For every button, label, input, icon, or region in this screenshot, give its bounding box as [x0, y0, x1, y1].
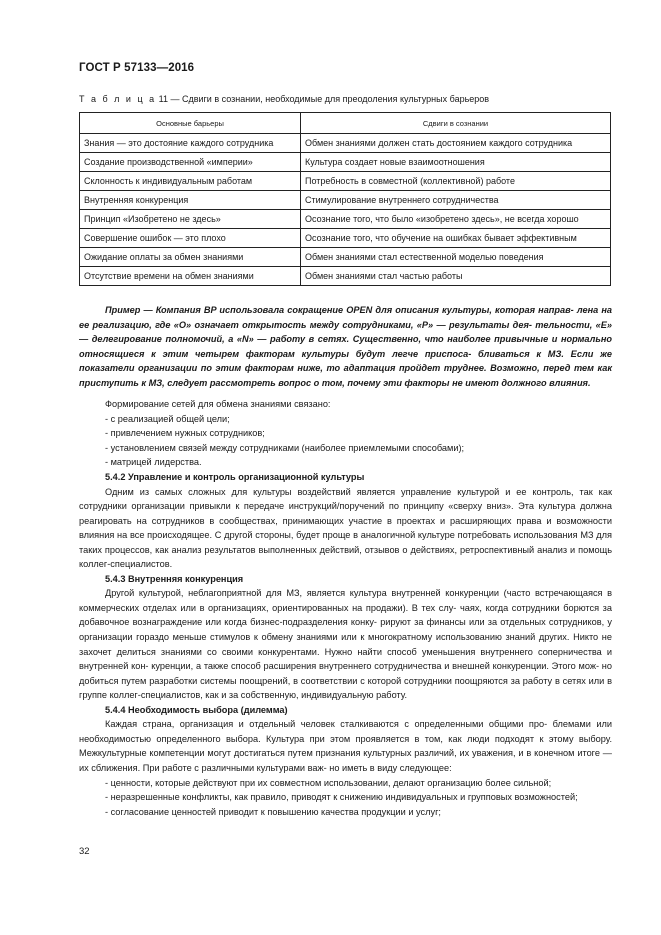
- list-item: - с реализацией общей цели;: [105, 413, 230, 424]
- table-caption-text: 11 — Сдвиги в сознании, необходимые для преодоления культурных барьеров: [156, 94, 490, 104]
- text-line: блемами или необходимостью определенного выбора. Культура при этом проявляется в том, как люди: [79, 719, 612, 744]
- paragraph-544: [79, 717, 612, 775]
- table-cell: Ожидание оплаты за обмен знаниями: [80, 248, 301, 267]
- text-line: Другой культурой, неблагоприятной для МЗ, является культура внутренней конкуренции (часто: [105, 588, 531, 599]
- text-line: куренции, а также способ расширения внутреннего сотрудничества и внешней конкуренции. Этого мож-: [151, 661, 600, 672]
- table-cell: Создание производственной «империи»: [80, 153, 301, 172]
- paragraph-542: [79, 485, 612, 572]
- list-item: - матрицей лидерства.: [105, 457, 202, 468]
- list-item: - согласование ценностей приводит к повышению качества продукции и услуг;: [105, 806, 441, 817]
- text-line: Пример — Компания BP использовала сокращение OPEN для описания культуры, которая направ-: [105, 305, 574, 315]
- text-line: за работу в сетях или в группе коллег-специалистов, как и за собственную, индивидуальную работу.: [79, 675, 612, 701]
- text-line: но добиться путем разработки системы поощрений, в соответствии с которой сотрудники поощряются: [79, 661, 612, 686]
- barriers-table: [79, 112, 611, 286]
- table-cell: Принцип «Изобретено не здесь»: [80, 210, 301, 229]
- table-cell: Совершение ошибок — это плохо: [80, 229, 301, 248]
- table-caption: [79, 94, 489, 104]
- table-row: [80, 172, 611, 191]
- text-line: но иметь в виду следующее:: [329, 762, 452, 773]
- text-line: чаях, когда сотрудники борются за добавочное вознаграждение или когда бизнес-подразделения конку-: [79, 602, 612, 628]
- text-line: бливаться к МЗ. Если же показатели организации по этим факторам ниже, то адаптация пройдет: [79, 348, 612, 374]
- section-heading-542: 5.4.2 Управление и контроль организационной культуры: [105, 472, 365, 483]
- networks-intro: Формирование сетей для обмена знаниями связано:: [105, 399, 331, 410]
- table-header-row: [80, 113, 611, 134]
- table-cell: Склонность к индивидуальным работам: [80, 172, 301, 191]
- text-line: привычные и нормально относящиеся к этим четырем факторам культуры будут легче приспоса-: [79, 334, 612, 359]
- list-item: - привлечением нужных сотрудников;: [105, 428, 265, 439]
- page-number: 32: [79, 846, 90, 857]
- table-row: [80, 191, 611, 210]
- table-cell: Знания — это достояние каждого сотрудника: [80, 134, 301, 153]
- text-line: так как сотрудники организации привыкли к передаче инструкций/поручений по принципу «сверху вниз».: [79, 486, 612, 512]
- text-line: факторы не имеют должного влияния.: [404, 377, 591, 388]
- text-line: рируют за финансы или за отдельных сотрудников, у организации гораздо меньше стимулов к обмену: [79, 617, 612, 643]
- table-cell: Обмен знаниями должен стать достоянием каждого сотрудника: [301, 134, 611, 153]
- list-item: [79, 790, 612, 805]
- text-line: тельности, «E» — делегирование полномочий, а «N» — работу в сетях. Существенно, что наиболее: [79, 319, 612, 345]
- text-line: своими конкурентами. Нужно найти способ уменьшения внутреннего соперничества и внутренней кон-: [79, 646, 612, 672]
- section-heading-544: 5.4.4 Необходимость выбора (дилемма): [105, 704, 288, 715]
- table-row: [80, 153, 611, 172]
- list-item: - установлением связей между сотрудниками (наиболее приемлемыми способами);: [105, 442, 465, 453]
- table-cell: Отсутствие времени на обмен знаниями: [80, 267, 301, 286]
- body-text: [79, 303, 612, 819]
- table-row: [80, 134, 611, 153]
- table-cell: Потребность в совместной (коллективной) работе: [301, 172, 611, 191]
- list-item: [79, 776, 612, 791]
- table-cell: Стимулирование внутреннего сотрудничества: [301, 191, 611, 210]
- column-header: Сдвиги в сознании: [301, 113, 611, 134]
- text-line: труднее. Возможно, перед тем как приступить к МЗ, следует рассмотреть вопрос о том, почему эти: [79, 363, 613, 388]
- text-line: знаниями или к многократному использованию знаний других. Никто не захочет делиться знаниями со: [79, 632, 612, 657]
- table-row: [80, 229, 611, 248]
- table-row: [80, 267, 611, 286]
- table-cell: Осознание того, что обучение на ошибках бывает эффективным: [301, 229, 611, 248]
- table-cell: Внутренняя конкуренция: [80, 191, 301, 210]
- text-line: выполненных действий, отзывов о действиях, ретроспективный анализ и помощь коллег-специалистов.: [79, 544, 612, 570]
- table-row: [80, 210, 611, 229]
- section-heading-543: 5.4.3 Внутренняя конкуренция: [105, 573, 244, 584]
- column-header: Основные барьеры: [80, 113, 301, 134]
- table-caption-prefix: Т а б л и ц а: [79, 94, 157, 104]
- text-line: возможностей;: [514, 792, 578, 803]
- text-line: встречающаяся в коммерческих отделах или в организациях, ориентированных на продажи). В тех слу-: [79, 588, 612, 613]
- text-line: Каждая страна, организация и отдельный человек сталкиваются с определенными общими про-: [105, 719, 548, 730]
- text-line: в аналогичной культуре потребовать использования МЗ для таких процессов, как анализ результатов: [79, 530, 612, 555]
- table-cell: Обмен знаниями стал естественной моделью поведения: [301, 248, 611, 267]
- table-row: [80, 248, 611, 267]
- text-line: лена на ее реализацию, где «O» означает открытость между сотрудниками, «P» — результаты дея-: [79, 305, 612, 330]
- text-line: и расширяющих права и возможности влияния на все происходящее. С другой стороны, будет проще: [79, 515, 612, 541]
- standard-header: ГОСТ Р 57133—2016: [79, 62, 195, 74]
- text-line: - неразрешенные конфликты, как правило, приводят к снижению индивидуальных и групповых: [105, 792, 512, 803]
- example-paragraph: [79, 303, 612, 390]
- table-cell: Обмен знаниями стал частью работы: [301, 267, 611, 286]
- text-line: подходят к этому выбору. Межкультурные компетенции могут достигаться путем признания культурных: [79, 733, 612, 759]
- table-cell: Культура создает новые взаимоотношения: [301, 153, 611, 172]
- paragraph-543: [79, 586, 612, 702]
- text-line: - ценности, которые действуют при их совместном использовании, делают организацию более: [105, 777, 511, 788]
- text-line: различий, их уважения, и в конечном итоге — их сближения. При работе с различными культурами важ-: [79, 748, 612, 773]
- text-line: Одним из самых сложных для культуры воздействий является управление культурой и ее контроль,: [105, 486, 574, 497]
- text-line: Эта культура должна реагировать на сотрудников в сообществах, принимающих участие в проектах: [79, 501, 612, 526]
- text-line: сильной;: [513, 777, 552, 788]
- table-cell: Осознание того, что было «изобретено здесь», не всегда хорошо: [301, 210, 611, 229]
